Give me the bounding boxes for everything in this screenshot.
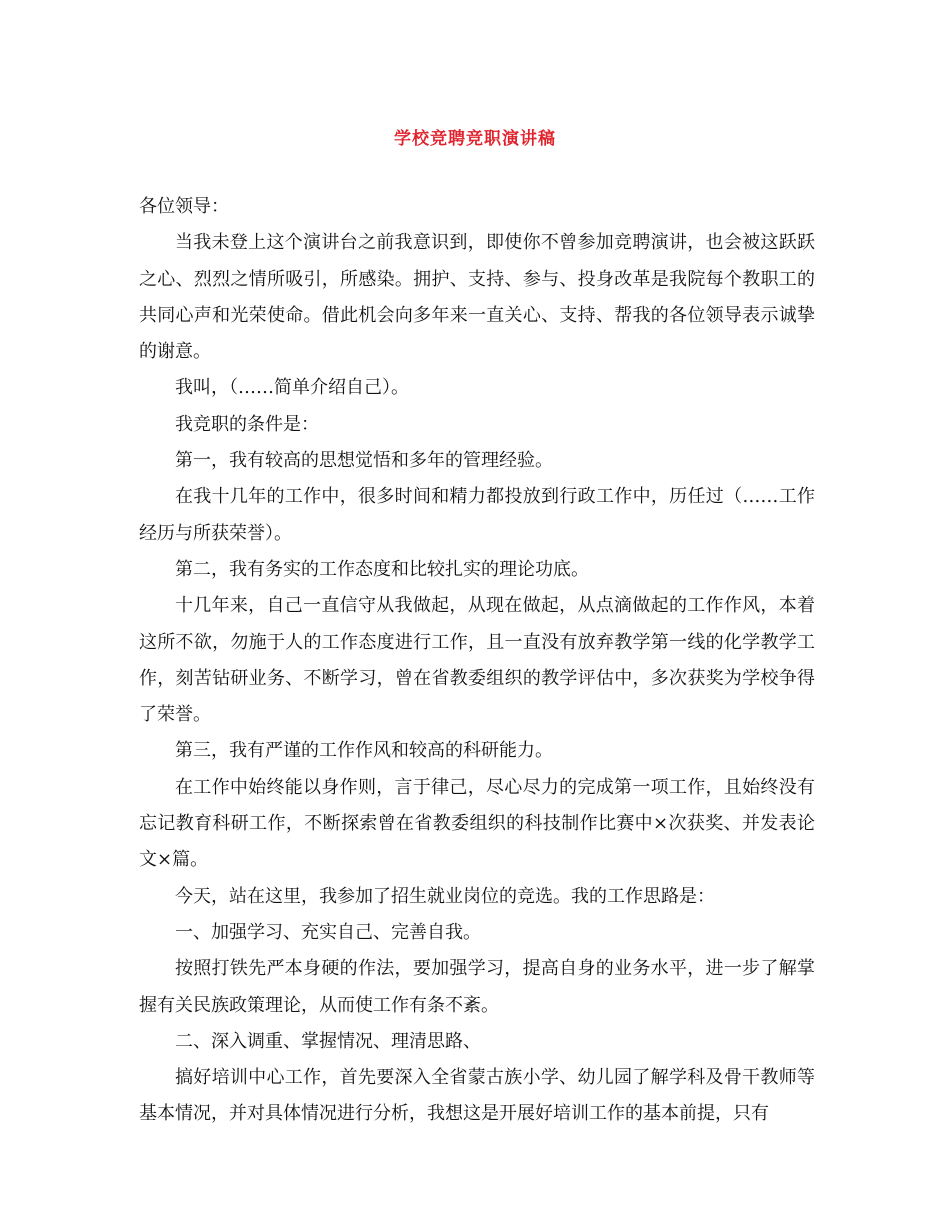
paragraph: 今天，站在这里，我参加了招生就业岗位的竞选。我的工作思路是： [175, 885, 715, 907]
paragraph: 第一，我有较高的思想觉悟和多年的管理经验。 [175, 450, 553, 472]
paragraph: 我竞职的条件是： [175, 413, 319, 435]
paragraph: 当我未登上这个演讲台之前我意识到，即使你不曾参加竞聘演讲，也会被这跃跃之心、烈烈之情所吸引，所感染。拥护、支持、参与、投身改革是我院每个教职工的共同心声和光荣使命。借此机会向多年来一直关心、支持、帮我的各位领导表示诚挚的谢意。 [139, 232, 815, 363]
document-body [139, 189, 815, 1133]
paragraph: 一、加强学习、充实自己、完善自我。 [175, 921, 481, 943]
paragraph: 第二，我有务实的工作态度和比较扎实的理论功底。 [175, 558, 589, 580]
paragraph: 十几年来，自己一直信守从我做起，从现在做起，从点滴做起的工作作风，本着这所不欲，勿施于人的工作态度进行工作，且一直没有放弃教学第一线的化学教学工作，刻苦钻研业务、不断学习，曾在省教委组织的教学评估中，多次获奖为学校争得了荣誉。 [139, 595, 815, 726]
paragraph: 第三，我有严谨的工作作风和较高的科研能力。 [175, 740, 553, 762]
paragraph: 二、深入调重、掌握情况、理清思路、 [175, 1030, 481, 1052]
paragraph: 搞好培训中心工作，首先要深入全省蒙古族小学、幼儿园了解学科及骨干教师等基本情况，并对具体情况进行分析，我想这是开展好培训工作的基本前提，只有 [139, 1067, 815, 1125]
paragraph: 在我十几年的工作中，很多时间和精力都投放到行政工作中，历任过（……工作经历与所获荣誉）。 [139, 486, 815, 544]
paragraph: 按照打铁先严本身硬的作法，要加强学习，提高自身的业务水平，进一步了解掌握有关民族政策理论，从而使工作有条不紊。 [139, 958, 815, 1016]
salutation: 各位领导： [139, 196, 229, 217]
paragraph: 我叫，（……简单介绍自己）。 [175, 377, 409, 399]
paragraph: 在工作中始终能以身作则，言于律己，尽心尽力的完成第一项工作，且始终没有忘记教育科研工作，不断探索曾在省教委组织的科技制作比赛中×次获奖、并发表论文×篇。 [139, 776, 815, 871]
document-title: 学校竞聘竞职演讲稿 [394, 129, 556, 149]
